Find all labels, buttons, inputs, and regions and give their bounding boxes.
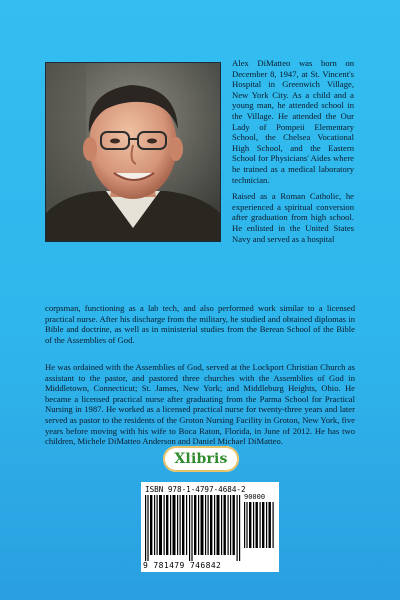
ean-number-text: 9 781479 746842 — [143, 561, 222, 570]
ean-barcode-bars — [145, 495, 241, 561]
bio-paragraph-conversion-start: Raised as a Roman Catholic, he experienced a spiritual conversion after graduation from high school. He enlisted in the United States Navy and served as a hospital — [232, 191, 354, 244]
author-photo — [45, 62, 221, 242]
barcode — [141, 482, 279, 572]
publisher-logo — [163, 446, 239, 472]
bio-paragraph-birth: Alex DiMatteo was born on December 8, 1947, at St. Vincent's Hospital in Greenwich Village, New York City. As a child and a young man, he attended school in the Village. He attended the Our Lady of Pompeii Elementary School, the Chelsea Vocational High School, and the Eastern School for Physicians' Aides where he trained as a medical laboratory technician. — [232, 58, 354, 185]
bio-paragraph-ministry: He was ordained with the Assemblies of God, served at the Lockport Christian Church as assistant to the pastor, and pastored three churches with the Assemblies of God in Middletown, Connecticut; St. James, New York; and Middleburg Heights, Ohio. He became a licensed practical nurse after graduating from the Parma School for Practical Nursing in 1987. He worked as a licensed practical nurse for twenty-three years and later served as pastor to the residents of the Groton Nursing Facility in Groton, New York, five years before moving with his wife to Boca Raton, Florida, in June of 2012. He has two children, Michele DiMatteo Anderson and Daniel Michael DiMatteo. — [45, 362, 355, 447]
isbn-text: ISBN 978-1-4797-4684-2 — [145, 485, 246, 494]
price-code-text: 90000 — [244, 493, 266, 501]
bio-column — [232, 58, 354, 250]
bio-paragraph-conversion-rest: corpsman, functioning as a lab tech, and also performed work similar to a licensed practical nurse. After his discharge from the military, he studied and obtained diplomas in Bible and doctrine, as well as in ministerial studies from the Berean School of the Bible of the Assemblies of God. — [45, 303, 355, 345]
price-barcode-bars — [244, 502, 275, 548]
publisher-logo-text: Xlibris — [174, 451, 228, 467]
